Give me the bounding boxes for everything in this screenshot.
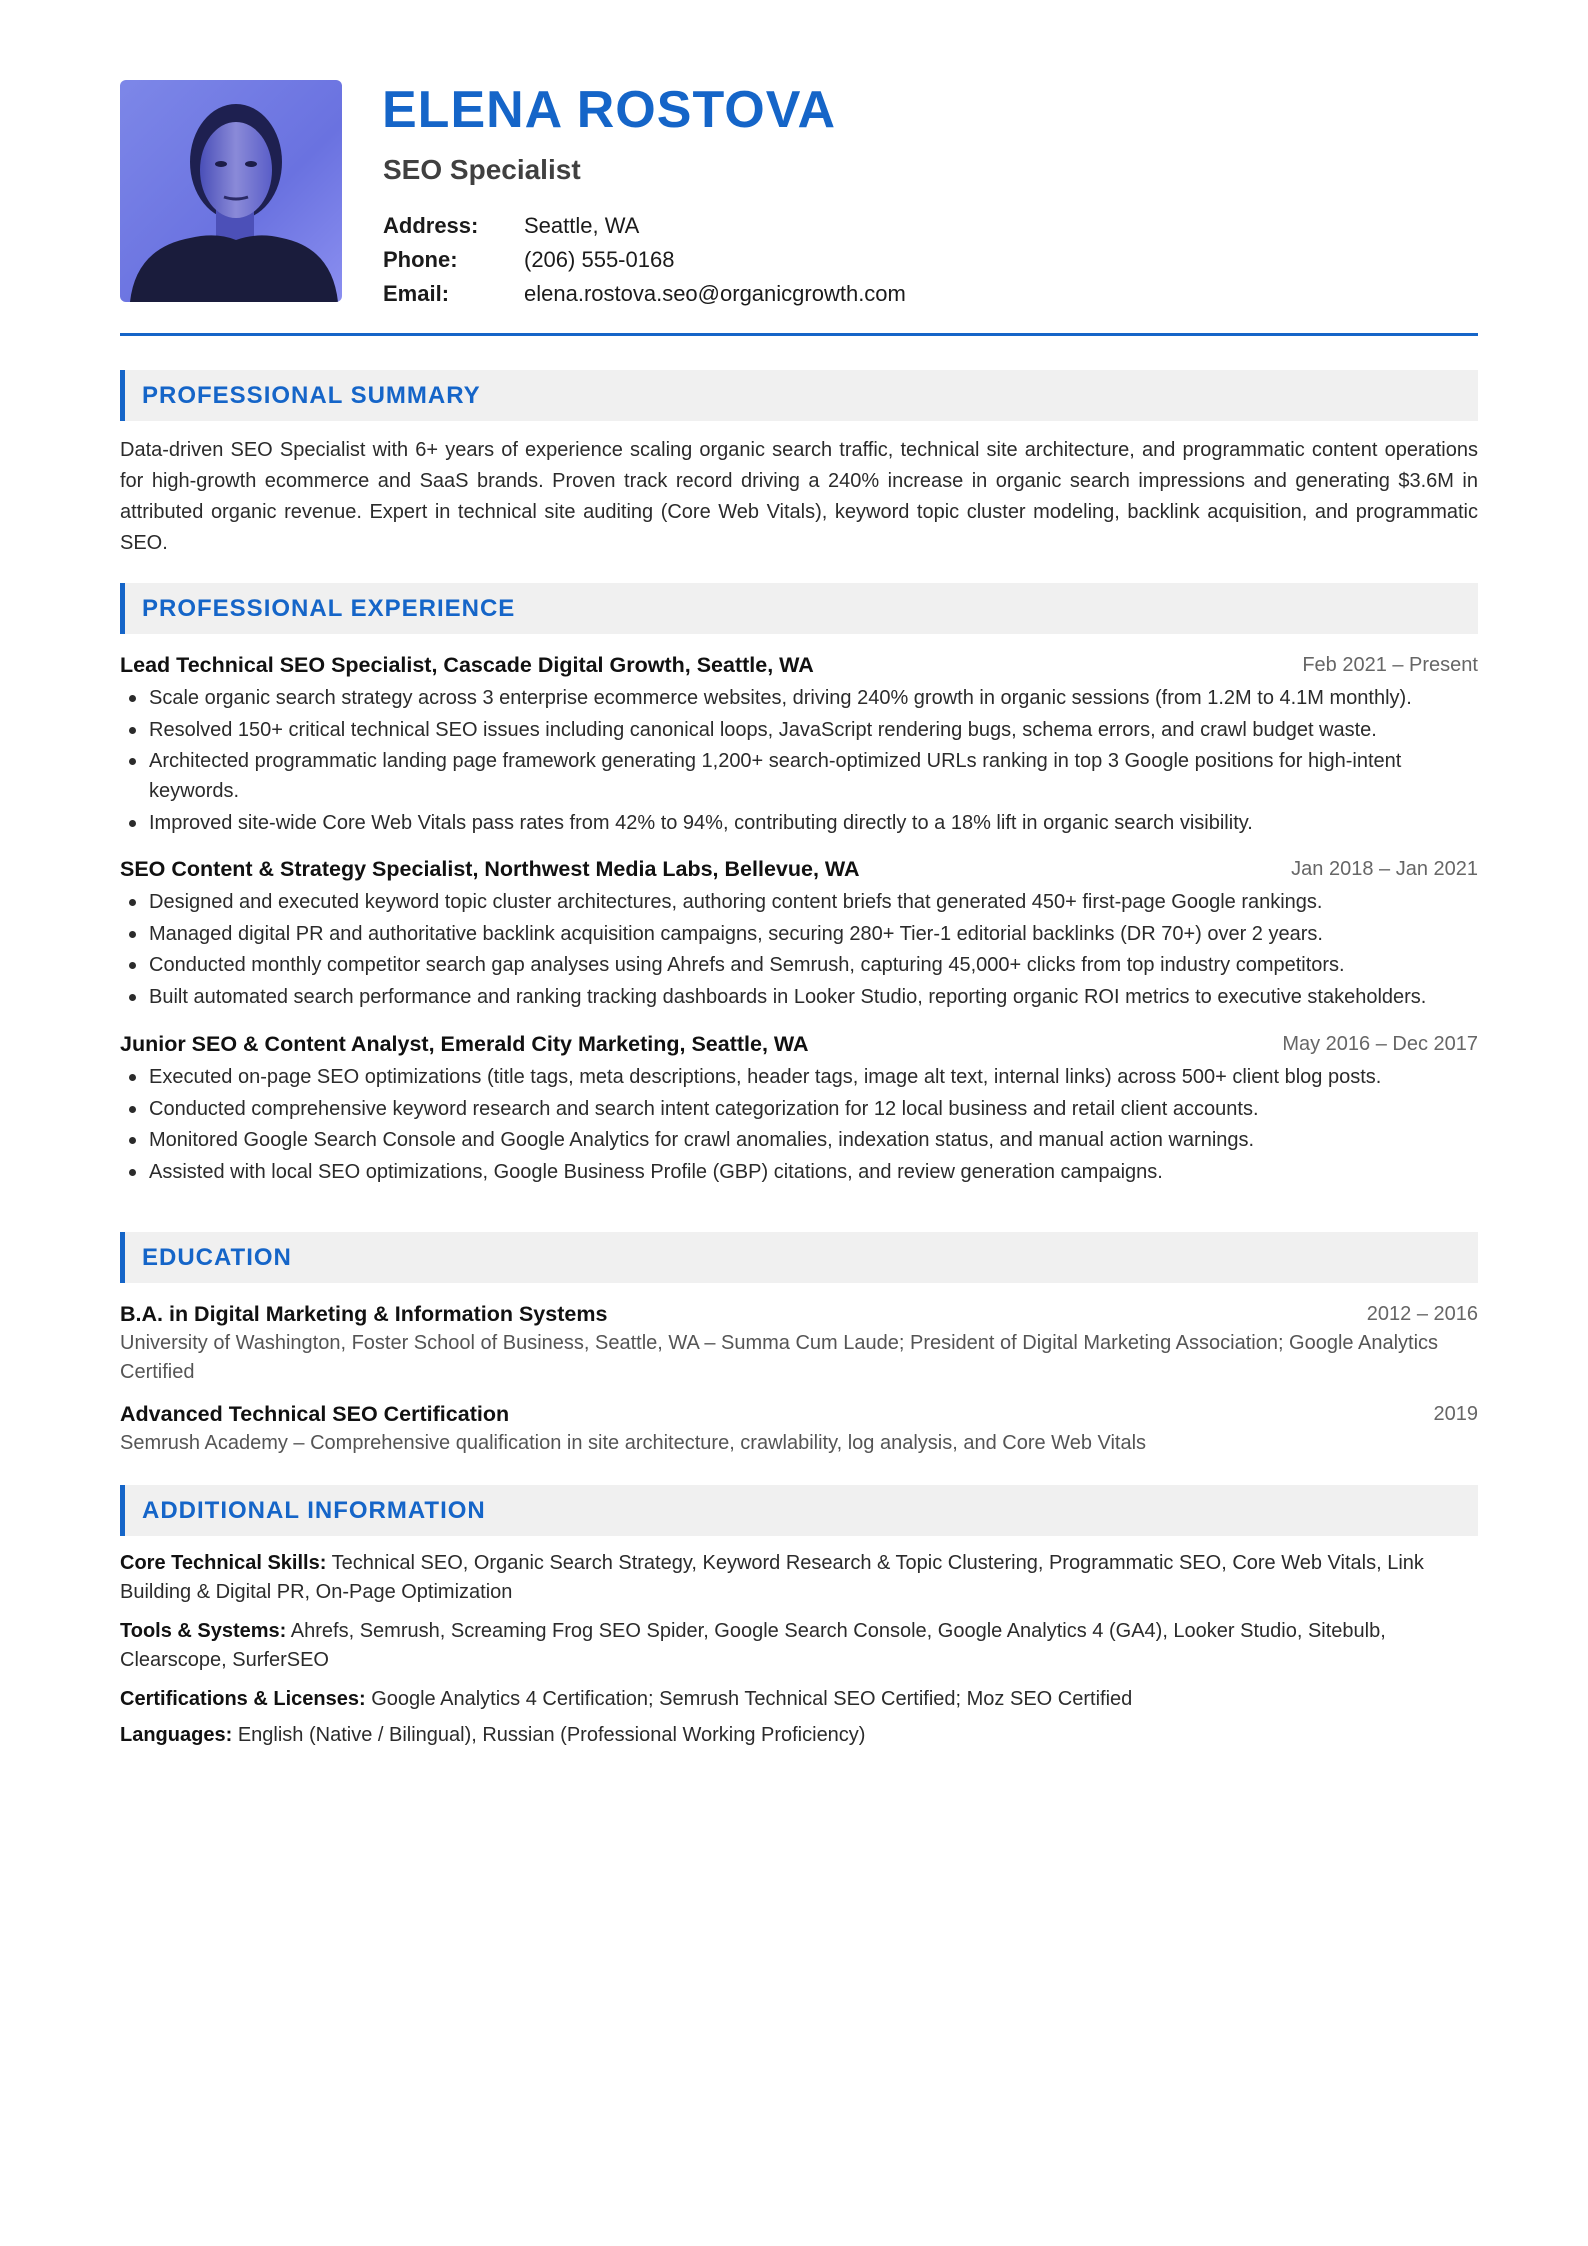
section-title: PROFESSIONAL EXPERIENCE xyxy=(142,595,516,622)
education-detail: Semrush Academy – Comprehensive qualification in site architecture, crawlability, log analysis, and Core Web Vitals xyxy=(120,1432,1147,1454)
summary-text: Data-driven SEO Specialist with 6+ years of experience scaling organic search traffic, technical site architecture, and programmatic content operations for high-growth ecommerce and SaaS brands. Proven track record driving a 240% increase in organic search impressions and generating $3.6M in attributed organic revenue. Expert in technical site auditing (Core Web Vitals), keyword topic cluster modeling, backlink acquisition, and programmatic SEO. xyxy=(120,439,1478,554)
bullet-item: Built automated search performance and ranking tracking dashboards in Looker Studio, reporting organic ROI metrics to executive stakeholders. xyxy=(120,982,1478,1012)
info-label: Certifications & Licenses: xyxy=(120,1688,366,1710)
education-detail: University of Washington, Foster School of Business, Seattle, WA – Summa Cum Laude; President of Digital Marketing Association; Google Analytics Certified xyxy=(120,1332,1439,1383)
bullet-item: Managed digital PR and authoritative backlink acquisition campaigns, securing 280+ Tier-1 editorial backlinks (DR 70+) over 2 years. xyxy=(120,919,1478,949)
section-accent xyxy=(120,1232,125,1283)
info-value: Ahrefs, Semrush, Screaming Frog SEO Spider, Google Search Console, Google Analytics 4 (GA4), Looker Studio, Sitebulb, Clearscope, SurferSEO xyxy=(120,1620,1386,1671)
bullet-item: Monitored Google Search Console and Google Analytics for crawl anomalies, indexation status, and manual action warnings. xyxy=(120,1125,1478,1155)
section-accent xyxy=(120,370,125,421)
job-bullets xyxy=(120,1062,1478,1187)
job-entry xyxy=(120,1029,1478,1188)
education-date: 2012 – 2016 xyxy=(1366,1302,1478,1325)
contact-row-phone xyxy=(383,243,906,277)
job-header xyxy=(120,650,1478,680)
section-accent xyxy=(120,1485,125,1536)
section-accent xyxy=(120,583,125,634)
info-value: Technical SEO, Organic Search Strategy, Keyword Research & Topic Clustering, Programmatic SEO, Core Web Vitals, Link Building & Digital PR, On-Page Optimization xyxy=(120,1552,1424,1603)
bullet-item: Conducted comprehensive keyword research and search intent categorization for 12 local business and retail client accounts. xyxy=(120,1094,1478,1124)
job-title: SEO Content & Strategy Specialist, Northwest Media Labs, Bellevue, WA xyxy=(120,856,860,881)
job-header xyxy=(120,1029,1478,1059)
job-dates: Jan 2018 – Jan 2021 xyxy=(1291,857,1478,880)
contact-info xyxy=(383,209,906,311)
education-entry xyxy=(120,1299,1478,1387)
education-header xyxy=(120,1299,1478,1329)
job-entry xyxy=(120,854,1478,1013)
info-certifications xyxy=(120,1685,1478,1714)
candidate-name: ELENA ROSTOVA xyxy=(382,81,837,139)
job-bullets xyxy=(120,887,1478,1012)
bullet-item: Assisted with local SEO optimizations, Google Business Profile (GBP) citations, and review generation campaigns. xyxy=(120,1157,1478,1187)
bullet-item: Conducted monthly competitor search gap analyses using Ahrefs and Semrush, capturing 45,000+ clicks from top industry competitors. xyxy=(120,950,1478,980)
education-entry xyxy=(120,1399,1478,1458)
info-skills xyxy=(120,1549,1478,1607)
education-date: 2019 xyxy=(1433,1402,1478,1425)
bullet-item: Architected programmatic landing page framework generating 1,200+ search-optimized URLs ranking in top 3 Google positions for high-intent keywords. xyxy=(120,746,1478,806)
info-label: Languages: xyxy=(120,1724,233,1746)
info-label: Tools & Systems: xyxy=(120,1620,287,1642)
contact-row-email xyxy=(383,277,906,311)
section-header-summary xyxy=(120,370,1478,421)
info-value: Google Analytics 4 Certification; Semrush Technical SEO Certified; Moz SEO Certified xyxy=(371,1688,1133,1710)
job-title: Junior SEO & Content Analyst, Emerald City Marketing, Seattle, WA xyxy=(120,1031,809,1056)
job-bullets xyxy=(120,683,1478,838)
bullet-item: Scale organic search strategy across 3 enterprise ecommerce websites, driving 240% growth in organic sessions (from 1.2M to 4.1M monthly). xyxy=(120,683,1478,713)
resume-header xyxy=(120,80,1478,306)
section-header-experience xyxy=(120,583,1478,634)
job-header xyxy=(120,854,1478,884)
info-tools xyxy=(120,1617,1478,1675)
job-dates: Feb 2021 – Present xyxy=(1302,653,1478,676)
section-header-education xyxy=(120,1232,1478,1283)
candidate-role: SEO Specialist xyxy=(383,154,581,185)
contact-row-address xyxy=(383,209,906,243)
section-header-additional xyxy=(120,1485,1478,1536)
section-title: PROFESSIONAL SUMMARY xyxy=(142,382,481,409)
bullet-item: Improved site-wide Core Web Vitals pass rates from 42% to 94%, contributing directly to a 18% lift in organic search visibility. xyxy=(120,808,1478,838)
address-value: Seattle, WA xyxy=(524,213,640,238)
job-title: Lead Technical SEO Specialist, Cascade Digital Growth, Seattle, WA xyxy=(120,652,814,677)
info-languages xyxy=(120,1721,1478,1750)
contact-label: Email: xyxy=(383,281,450,306)
contact-label: Phone: xyxy=(383,247,458,272)
contact-label: Address: xyxy=(383,213,479,238)
section-title: ADDITIONAL INFORMATION xyxy=(142,1497,486,1524)
section-title: EDUCATION xyxy=(142,1244,292,1271)
job-entry xyxy=(120,650,1478,839)
bullet-item: Executed on-page SEO optimizations (title tags, meta descriptions, header tags, image alt text, internal links) across 500+ client blog posts. xyxy=(120,1062,1478,1092)
education-header xyxy=(120,1399,1478,1429)
info-label: Core Technical Skills: xyxy=(120,1552,327,1574)
degree-title: B.A. in Digital Marketing & Information Systems xyxy=(120,1301,608,1326)
header-divider xyxy=(120,333,1478,336)
bullet-item: Resolved 150+ critical technical SEO issues including canonical loops, JavaScript rendering bugs, schema errors, and crawl budget waste. xyxy=(120,715,1478,745)
phone-value: (206) 555-0168 xyxy=(524,247,675,272)
certification-title: Advanced Technical SEO Certification xyxy=(120,1401,510,1426)
email-value: elena.rostova.seo@organicgrowth.com xyxy=(524,281,906,306)
bullet-item: Designed and executed keyword topic cluster architectures, authoring content briefs that generated 450+ first-page Google rankings. xyxy=(120,887,1478,917)
profile-photo xyxy=(120,80,342,302)
job-dates: May 2016 – Dec 2017 xyxy=(1282,1032,1478,1055)
info-value: English (Native / Bilingual), Russian (Professional Working Proficiency) xyxy=(237,1724,866,1746)
